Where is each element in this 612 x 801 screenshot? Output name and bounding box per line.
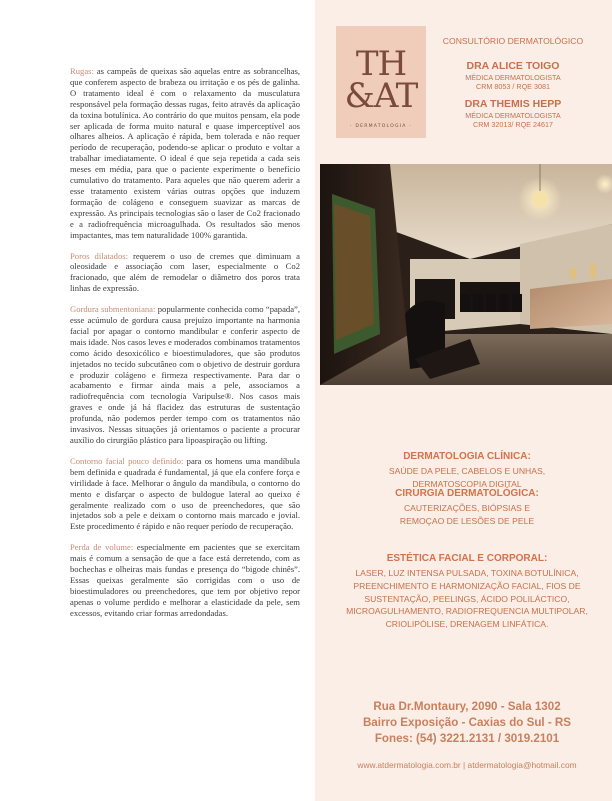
clinic-interior-illustration [320, 164, 612, 385]
term-poros: Poros dilatados: [70, 250, 128, 261]
doctor2-crm: CRM 32013/ RQE 24617 [473, 120, 553, 129]
service-clinical [322, 451, 612, 491]
doctor2-role: MÉDICA DERMATOLOGISTA [465, 111, 561, 120]
text-poros: requerem o uso de cremes que diminuam a oleosidade e associação com laser, especialmente o Co2 fracionado, que além de remodelar o diâmetro dos poros trata linhas de expressão. [70, 250, 300, 294]
text-gordura: popularmente conhecida como “papada”, esse acúmulo de gordura causa prejuízo importante na harmonia facial por apagar o contorno mandibular e conferir aspecto de mais idade. Nos casos leves e moderados combinamos tratamentos como ácido desoxicólico e bioestimuladores, que são produtos injetados no tecido subcutâneo com o objetivo de destruir gordura e produzir colágeno e firmeza respectivamente. Para dar o acabamento e firmar ainda mais a pele, associamos a radiofrequência com tecnologia Varipulse®. Nos casos mais graves e onde já há flacidez das estruturas de sustentação profunda, não podemos perder tempo com os tratamentos não invasivos. Nessas situações já orientamos o paciente a procurar auxílio do cirurgião plástico para lipoaspiração ou lifting. [70, 304, 300, 445]
logo-line2: &AT [344, 76, 418, 116]
service-aesthetic-line1: LASER, LUZ INTENSA PULSADA, TOXINA BOTULÍNICA, [355, 568, 579, 578]
text-volume: especialmente em pacientes que se exercitam mais é comum a sensação de que a face está derretendo, com as bochechas e olheiras mais fundas e presença do “bigode chinês”. Essas queixas geralmente são corrigidas com o uso de bioestimuladores ou preenchedores, que tem por objetivo repor apenas o volume perdido e melhorar a elasticidade da pele, sem excessos, evitando criar formas arredondadas. [70, 542, 300, 618]
text-rugas: as campeãs de queixas são aquelas entre as sobrancelhas, que conferem aspecto de brabeza ou irritação e os pés de galinha. O tratamento ideal é com o relaxamento da musculatura responsável pela formação dessas rugas, feito através da aplicação da toxina botulínica. Ao contrário do que muitos pensam, ela pode ser aplicada de forma muito natural e quase imperceptível aos olhares alheios. A aplicação é rápida, bem tolerada e não requer período de recuperação, podendo-se aplicar o produto e voltar a trabalhar imediatamente. O ideal é que seja repetida a cada seis meses em média, para que o paciente experimente o benefício cumulativo do tratamento. Para aqueles que não querem aderir a esse tratamento existem várias outras opções que induzem formação de colágeno e conseguem suavizar as marcas de expressão. As principais tecnologias são o laser de Co2 fracionado e a radiofrequência microagulhada. Os resultados são menos impactantes, mas tem naturalidade 100% garantida. [70, 66, 300, 240]
clinic-logo [336, 26, 426, 138]
service-aesthetic [322, 553, 612, 631]
service-aesthetic-line5: CRIOLIPÓLISE, DRENAGEM LINFÁTICA. [385, 619, 549, 630]
service-surgery-line2: REMOÇAO DE LESÕES DE PELE [399, 515, 535, 526]
paragraph-rugas [70, 66, 300, 241]
doctor1-credentials [428, 73, 598, 91]
clinic-interior-photo [320, 164, 612, 385]
logo-subtitle: · DERMATOLOGIA · [350, 124, 412, 129]
service-surgery-title: CIRURGIA DERMATOLÓGICA: [395, 488, 539, 499]
address-street: Rua Dr.Montaury, 2090 - Sala 1302 [373, 700, 561, 713]
address-city: Bairro Exposição - Caxias do Sul - RS [362, 716, 572, 729]
text-contorno: para os homens uma mandíbula bem definida e quadrada é fundamental, já que ela confere força e virilidade à face. Melhorar o ângulo da mandíbula, o contorno do mento e disfarçar o aspecto de buldogue lateral ao queixo é geralmente realizado com o uso de preenchedores, que são injetados sob a pele e deixam o contorno mais marcado e jovial. Este procedimento é rápido e não requer período de recuperação. [70, 455, 300, 532]
doctor2-credentials [428, 111, 598, 129]
service-aesthetic-title: ESTÉTICA FACIAL E CORPORAL: [386, 553, 548, 564]
address-phones: Fones: (54) 3221.2131 / 3019.2101 [374, 732, 560, 745]
service-surgery [322, 488, 612, 528]
service-aesthetic-line4: MICROAGULHAMENTO, RADIOFREQUENCIA MULTIPOLAR, [346, 606, 588, 617]
clinic-title: CONSULTÓRIO DERMATOLÓGICO [442, 36, 584, 46]
logo-monogram [336, 44, 426, 116]
paragraph-contorno [70, 456, 300, 532]
service-clinical-title: DERMATOLOGIA CLÍNICA: [403, 451, 531, 462]
service-clinical-line2: DERMATOSCOPIA DIGITAL [412, 478, 522, 489]
article-column [70, 66, 300, 629]
doctor1-crm: CRM 8053 / RQE 3081 [476, 82, 550, 91]
service-aesthetic-line3: SUSTENTAÇÃO, PEELINGS, ÁCIDO POLILÁCTICO, [364, 593, 570, 604]
term-gordura: Gordura submentoniana: [70, 304, 156, 315]
term-contorno: Contorno facial pouco definido: [70, 455, 184, 466]
term-rugas: Rugas: [70, 66, 94, 76]
paragraph-gordura [70, 304, 300, 446]
doctor2-name: DRA THEMIS HEPP [464, 98, 562, 110]
service-aesthetic-line2: PREENCHIMENTO E HARMONIZAÇÃO FACIAL, FIOS DE [353, 580, 581, 591]
term-volume: Perda de volume: [70, 542, 134, 553]
website-email-footer[interactable]: www.atdermatologia.com.br | atdermatologia@hotmail.com [357, 760, 577, 770]
logo-line1: TH [355, 44, 407, 84]
paragraph-poros [70, 251, 300, 295]
doctor1-name: DRA ALICE TOIGO [466, 60, 560, 72]
service-surgery-line1: CAUTERIZAÇÕES, BIÓPSIAS E [403, 503, 531, 513]
paragraph-volume [70, 542, 300, 618]
service-clinical-line1: SAÚDE DA PELE, CABELOS E UNHAS, [388, 466, 546, 476]
doctor1-role: MÉDICA DERMATOLOGISTA [465, 73, 561, 82]
